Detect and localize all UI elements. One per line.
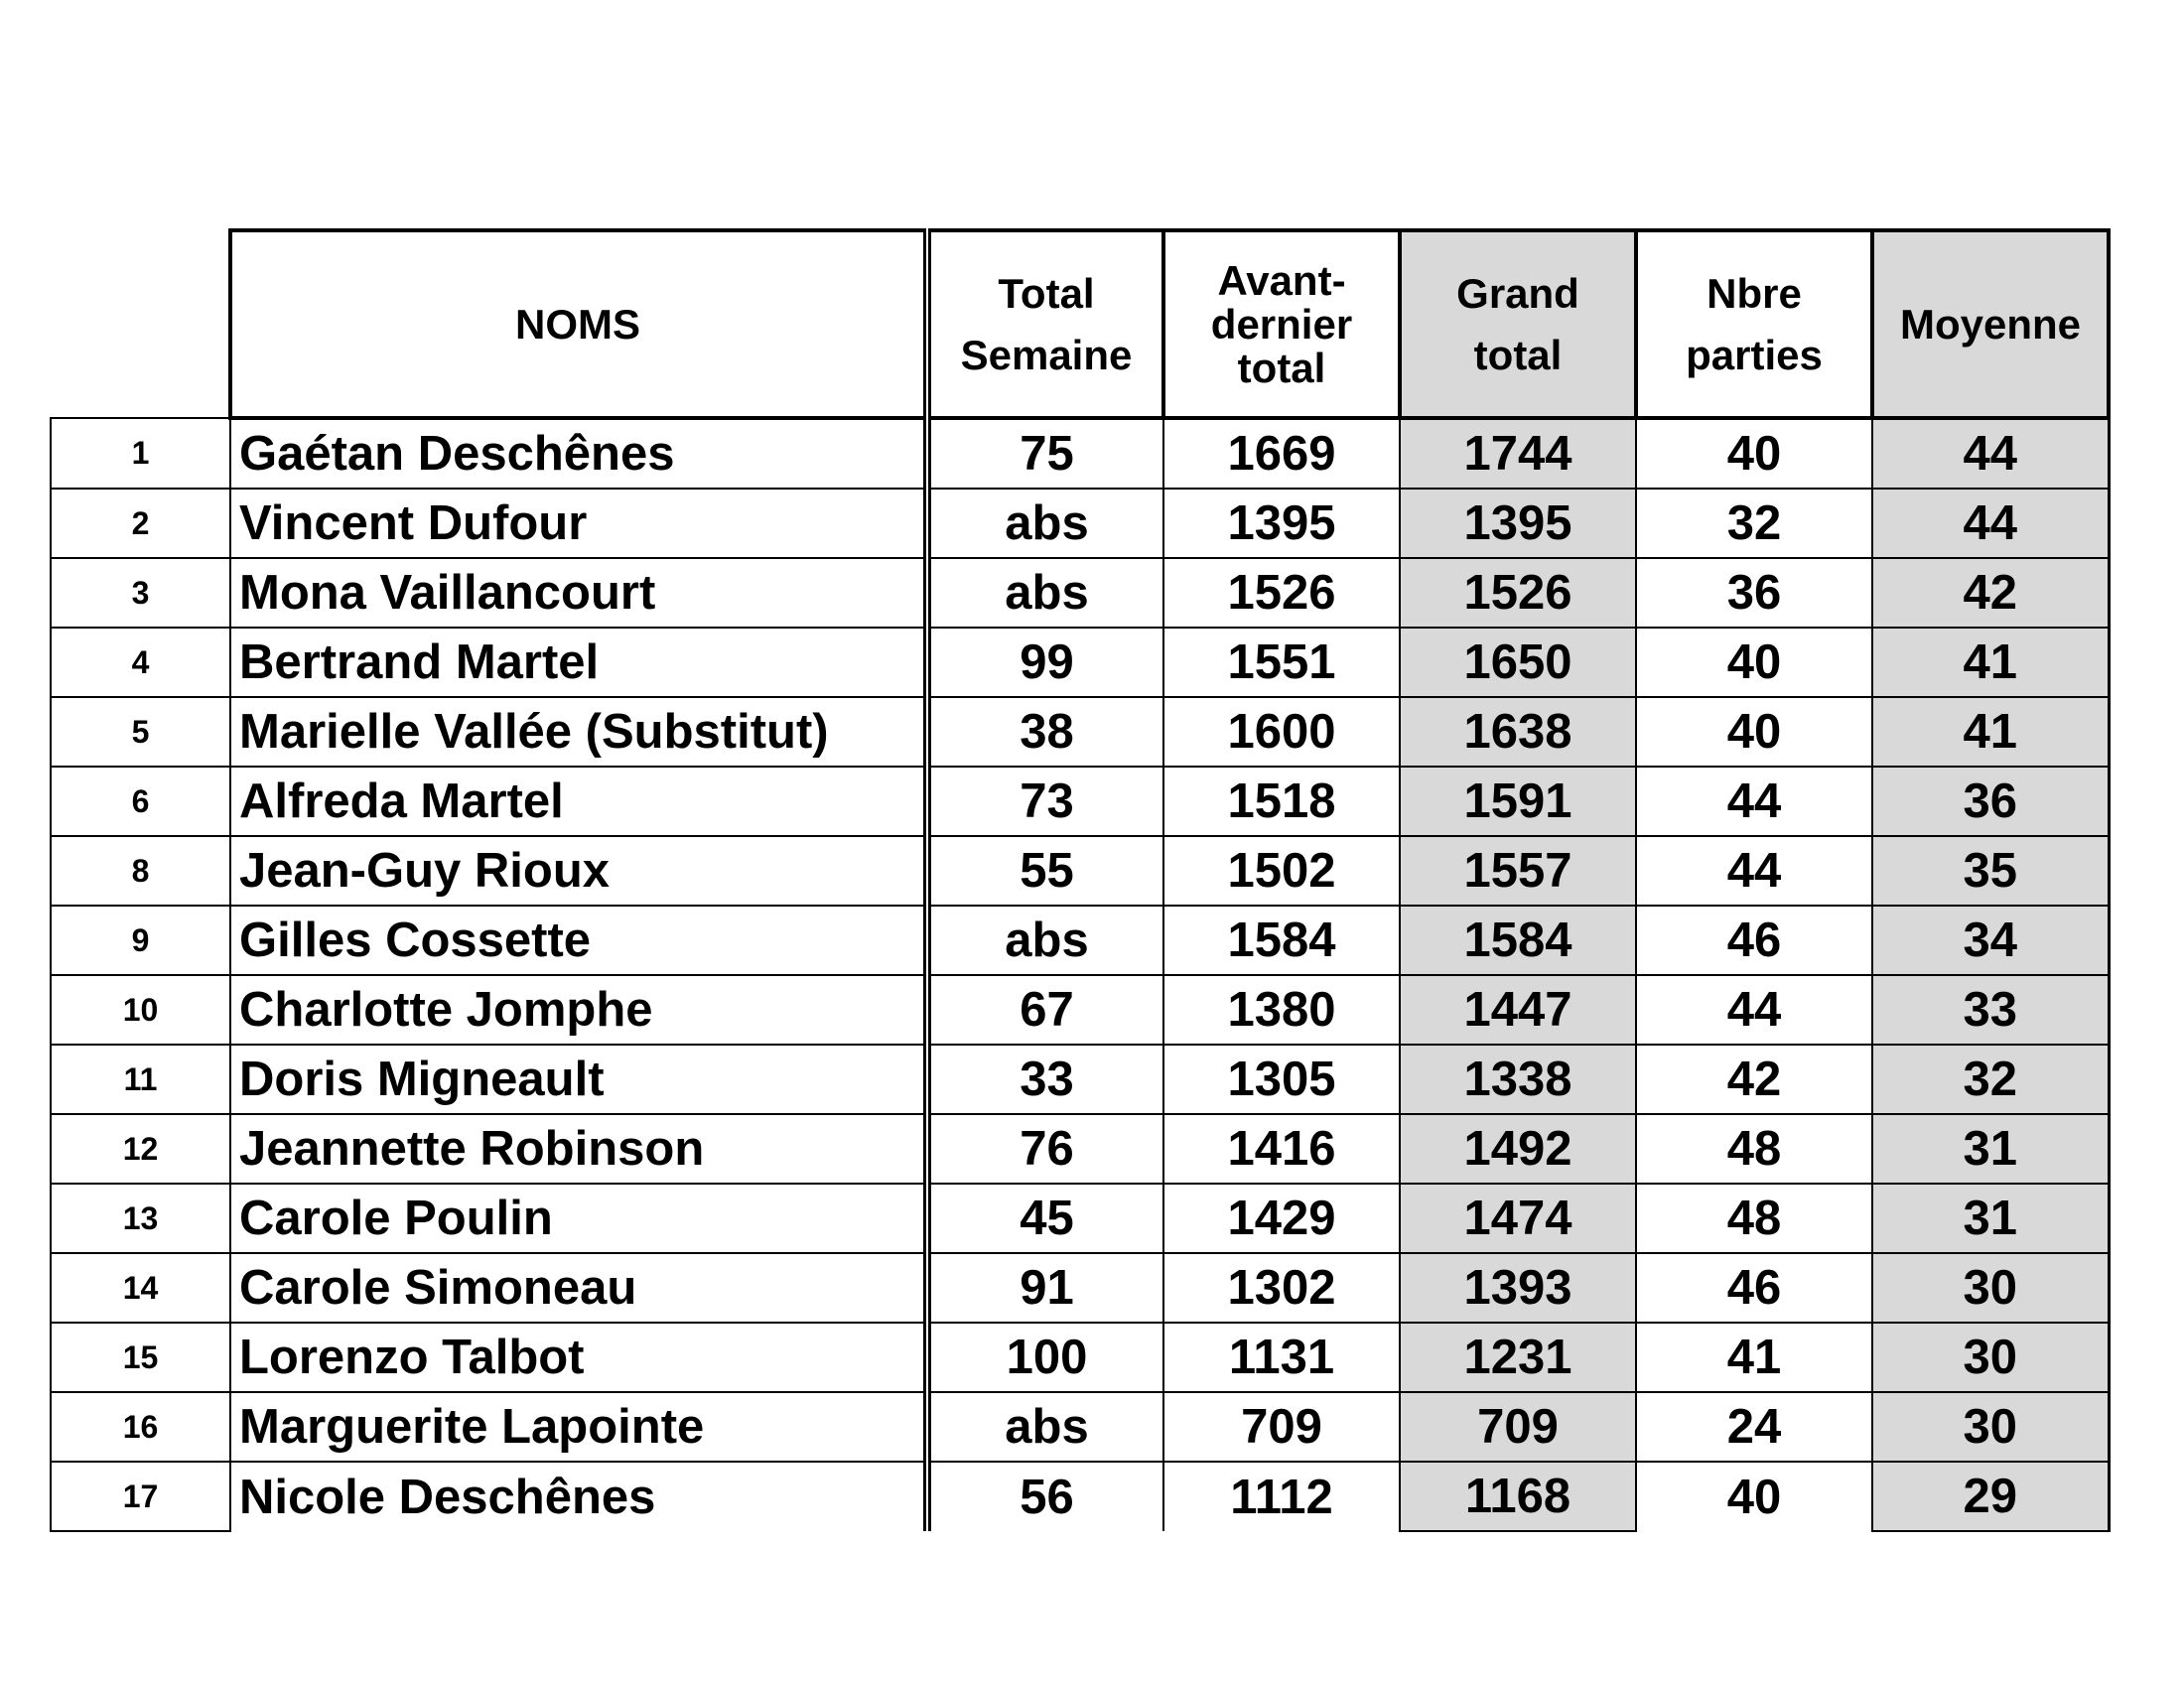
header-week-total (927, 230, 1163, 418)
table-body (51, 418, 2109, 1531)
table-header (51, 230, 2109, 418)
previous-total-cell: 1551 (1163, 628, 1400, 697)
games-count-cell: 41 (1636, 1323, 1872, 1392)
table-row (51, 1253, 2109, 1323)
table-row (51, 906, 2109, 975)
previous-total-cell: 1429 (1163, 1184, 1400, 1253)
average-cell: 33 (1872, 975, 2109, 1045)
table-row (51, 1462, 2109, 1531)
average-cell: 30 (1872, 1392, 2109, 1462)
rank-cell: 2 (51, 489, 230, 558)
table-row (51, 697, 2109, 767)
week-total-cell: 73 (927, 767, 1163, 836)
player-name-cell: Alfreda Martel (230, 767, 927, 836)
games-count-cell: 44 (1636, 836, 1872, 906)
header-grand-total (1400, 230, 1636, 418)
average-cell: 36 (1872, 767, 2109, 836)
week-total-cell: 45 (927, 1184, 1163, 1253)
rank-cell: 9 (51, 906, 230, 975)
header-prev-line1: Avant- (1217, 256, 1346, 304)
games-count-cell: 40 (1636, 697, 1872, 767)
week-total-cell: 100 (927, 1323, 1163, 1392)
header-name-label: NOMS (515, 300, 640, 348)
grand-total-cell: 1638 (1400, 697, 1636, 767)
average-cell: 44 (1872, 418, 2109, 489)
previous-total-cell: 1600 (1163, 697, 1400, 767)
games-count-cell: 44 (1636, 767, 1872, 836)
header-games-line1: Nbre (1706, 269, 1802, 317)
rank-cell: 11 (51, 1045, 230, 1114)
grand-total-cell: 1168 (1400, 1462, 1636, 1531)
header-grand-line1: Grand (1456, 269, 1579, 317)
table-row (51, 1114, 2109, 1184)
table-row (51, 1392, 2109, 1462)
grand-total-cell: 1447 (1400, 975, 1636, 1045)
player-name-cell: Bertrand Martel (230, 628, 927, 697)
player-name-cell: Charlotte Jomphe (230, 975, 927, 1045)
player-name-cell: Gaétan Deschênes (230, 418, 927, 489)
table-row (51, 1323, 2109, 1392)
rank-cell: 16 (51, 1392, 230, 1462)
week-total-cell: 38 (927, 697, 1163, 767)
week-total-cell: 33 (927, 1045, 1163, 1114)
average-cell: 34 (1872, 906, 2109, 975)
previous-total-cell: 1416 (1163, 1114, 1400, 1184)
previous-total-cell: 1380 (1163, 975, 1400, 1045)
games-count-cell: 44 (1636, 975, 1872, 1045)
rank-cell: 10 (51, 975, 230, 1045)
table-row (51, 1045, 2109, 1114)
table-row (51, 767, 2109, 836)
header-row (51, 230, 2109, 418)
previous-total-cell: 1518 (1163, 767, 1400, 836)
player-name-cell: Carole Poulin (230, 1184, 927, 1253)
average-cell: 44 (1872, 489, 2109, 558)
previous-total-cell: 709 (1163, 1392, 1400, 1462)
player-name-cell: Doris Migneault (230, 1045, 927, 1114)
header-average (1872, 230, 2109, 418)
player-name-cell: Jeannette Robinson (230, 1114, 927, 1184)
previous-total-cell: 1526 (1163, 558, 1400, 628)
player-name-cell: Jean-Guy Rioux (230, 836, 927, 906)
previous-total-cell: 1502 (1163, 836, 1400, 906)
rank-cell: 15 (51, 1323, 230, 1392)
week-total-cell: 56 (927, 1462, 1163, 1531)
games-count-cell: 40 (1636, 418, 1872, 489)
rank-cell: 1 (51, 418, 230, 489)
games-count-cell: 40 (1636, 1462, 1872, 1531)
grand-total-cell: 1557 (1400, 836, 1636, 906)
average-cell: 41 (1872, 697, 2109, 767)
rank-cell: 8 (51, 836, 230, 906)
average-cell: 41 (1872, 628, 2109, 697)
average-cell: 29 (1872, 1462, 2109, 1531)
table-row (51, 418, 2109, 489)
average-cell: 32 (1872, 1045, 2109, 1114)
grand-total-cell: 1395 (1400, 489, 1636, 558)
games-count-cell: 24 (1636, 1392, 1872, 1462)
rank-cell: 4 (51, 628, 230, 697)
header-games-line2: parties (1686, 331, 1823, 378)
grand-total-cell: 1526 (1400, 558, 1636, 628)
rank-cell: 17 (51, 1462, 230, 1531)
week-total-cell: 55 (927, 836, 1163, 906)
header-rank-blank (51, 230, 230, 418)
player-name-cell: Vincent Dufour (230, 489, 927, 558)
player-name-cell: Marguerite Lapointe (230, 1392, 927, 1462)
header-avg-label: Moyenne (1899, 300, 2082, 348)
games-count-cell: 46 (1636, 1253, 1872, 1323)
table-row (51, 489, 2109, 558)
week-total-cell: abs (927, 558, 1163, 628)
games-count-cell: 48 (1636, 1184, 1872, 1253)
week-total-cell: 67 (927, 975, 1163, 1045)
average-cell: 31 (1872, 1184, 2109, 1253)
grand-total-cell: 1591 (1400, 767, 1636, 836)
average-cell: 30 (1872, 1323, 2109, 1392)
games-count-cell: 42 (1636, 1045, 1872, 1114)
player-name-cell: Marielle Vallée (Substitut) (230, 697, 927, 767)
rank-cell: 3 (51, 558, 230, 628)
week-total-cell: abs (927, 906, 1163, 975)
previous-total-cell: 1584 (1163, 906, 1400, 975)
grand-total-cell: 1744 (1400, 418, 1636, 489)
week-total-cell: 75 (927, 418, 1163, 489)
grand-total-cell: 1650 (1400, 628, 1636, 697)
rank-cell: 12 (51, 1114, 230, 1184)
games-count-cell: 32 (1636, 489, 1872, 558)
rank-cell: 14 (51, 1253, 230, 1323)
player-name-cell: Carole Simoneau (230, 1253, 927, 1323)
games-count-cell: 36 (1636, 558, 1872, 628)
week-total-cell: abs (927, 1392, 1163, 1462)
grand-total-cell: 1338 (1400, 1045, 1636, 1114)
average-cell: 31 (1872, 1114, 2109, 1184)
week-total-cell: 76 (927, 1114, 1163, 1184)
player-name-cell: Gilles Cossette (230, 906, 927, 975)
table-row (51, 1184, 2109, 1253)
week-total-cell: 91 (927, 1253, 1163, 1323)
grand-total-cell: 709 (1400, 1392, 1636, 1462)
rank-cell: 6 (51, 767, 230, 836)
standings-table (50, 228, 2111, 1532)
player-name-cell: Mona Vaillancourt (230, 558, 927, 628)
previous-total-cell: 1112 (1163, 1462, 1400, 1531)
grand-total-cell: 1584 (1400, 906, 1636, 975)
header-week-line1: Total (998, 269, 1095, 317)
average-cell: 42 (1872, 558, 2109, 628)
player-name-cell: Nicole Deschênes (230, 1462, 927, 1531)
header-previous-total (1163, 230, 1400, 418)
grand-total-cell: 1492 (1400, 1114, 1636, 1184)
grand-total-cell: 1474 (1400, 1184, 1636, 1253)
table-row (51, 975, 2109, 1045)
rank-cell: 5 (51, 697, 230, 767)
previous-total-cell: 1131 (1163, 1323, 1400, 1392)
header-prev-line2: dernier (1210, 300, 1353, 348)
header-week-line2: Semaine (960, 331, 1133, 378)
table-row (51, 558, 2109, 628)
player-name-cell: Lorenzo Talbot (230, 1323, 927, 1392)
grand-total-cell: 1231 (1400, 1323, 1636, 1392)
previous-total-cell: 1305 (1163, 1045, 1400, 1114)
grand-total-cell: 1393 (1400, 1253, 1636, 1323)
previous-total-cell: 1669 (1163, 418, 1400, 489)
header-name (230, 230, 927, 418)
header-prev-line3: total (1237, 344, 1326, 391)
table-row (51, 836, 2109, 906)
games-count-cell: 48 (1636, 1114, 1872, 1184)
average-cell: 30 (1872, 1253, 2109, 1323)
rank-cell: 13 (51, 1184, 230, 1253)
week-total-cell: abs (927, 489, 1163, 558)
header-grand-line2: total (1473, 331, 1563, 378)
header-games-count (1636, 230, 1872, 418)
previous-total-cell: 1302 (1163, 1253, 1400, 1323)
table-row (51, 628, 2109, 697)
previous-total-cell: 1395 (1163, 489, 1400, 558)
week-total-cell: 99 (927, 628, 1163, 697)
games-count-cell: 46 (1636, 906, 1872, 975)
games-count-cell: 40 (1636, 628, 1872, 697)
average-cell: 35 (1872, 836, 2109, 906)
